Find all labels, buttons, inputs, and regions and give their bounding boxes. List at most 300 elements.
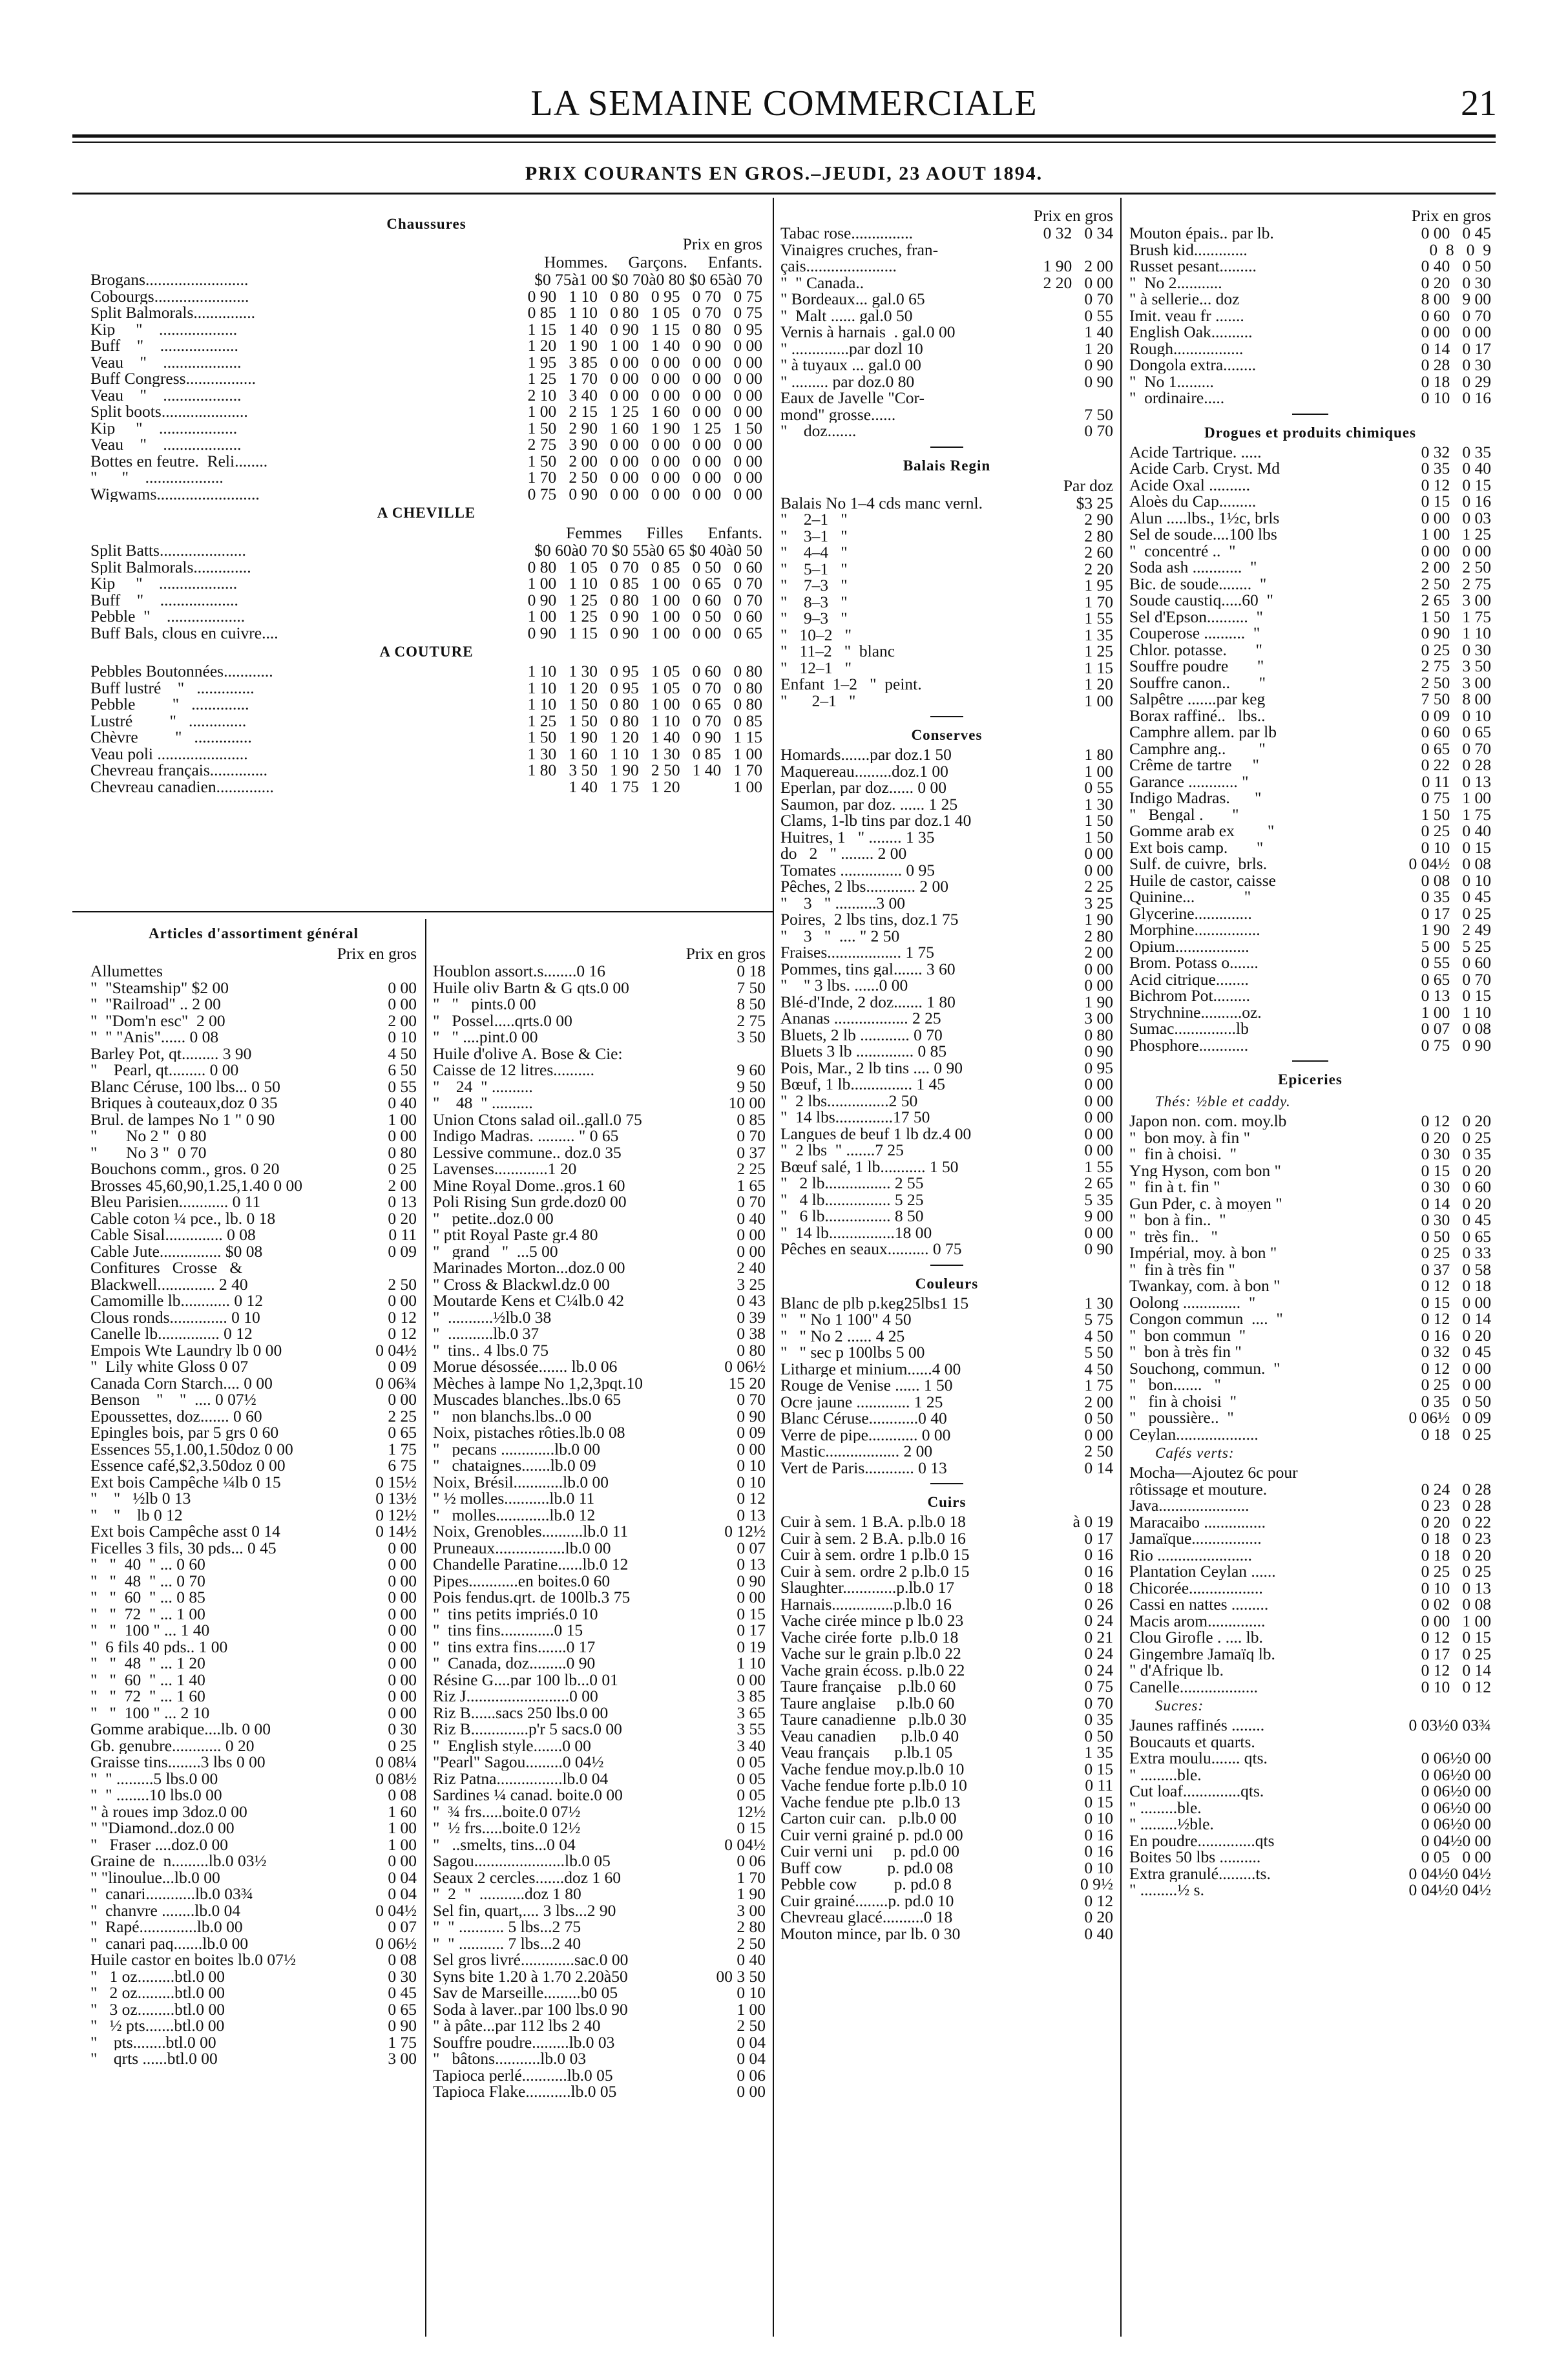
item-name: Pêches, 2 lbs............ 2 00	[780, 878, 948, 895]
price-row	[780, 944, 1113, 961]
item-name: Slaughter.............p.lb.0 17	[780, 1579, 955, 1596]
price-row	[90, 486, 762, 503]
price-row	[780, 676, 1113, 693]
price-row	[433, 1771, 766, 1787]
item-price: 2 50	[1080, 1443, 1113, 1460]
item-price: 0 06½0 00	[1417, 1783, 1491, 1800]
price-row	[780, 1513, 1113, 1530]
item-name: Veau poli ......................	[90, 745, 248, 762]
price-row	[90, 1194, 417, 1210]
item-name: " " No 2 ...... 4 25	[780, 1327, 905, 1344]
item-name: " Possel.....qrts.0 00	[433, 1012, 572, 1029]
item-name: Garance ............ "	[1129, 773, 1249, 790]
item-name: " " 100 " ... 1 40	[90, 1622, 210, 1639]
price-row	[780, 1678, 1113, 1695]
price-row	[1129, 390, 1491, 406]
item-price: 9 00	[1080, 1208, 1113, 1225]
item-name: rôtissage et mouture.	[1129, 1480, 1268, 1497]
price-row	[90, 746, 762, 763]
column-preserves-leather	[780, 207, 1113, 1942]
item-name: Lessive commune.. doz.0 35	[433, 1144, 622, 1161]
price-row	[1129, 1717, 1491, 1734]
price-row	[433, 1622, 766, 1639]
item-name: " bon commun "	[1129, 1327, 1246, 1343]
item-price: 0 06	[733, 1853, 766, 1869]
item-price: 0 90 1 10 0 80 0 95 0 70 0 75	[524, 288, 762, 305]
item-name: Clous ronds.............. 0 10	[90, 1309, 260, 1325]
price-row	[780, 961, 1113, 978]
item-name: " 6 fils 40 pds.. 1 00	[90, 1638, 228, 1655]
item-name: " à roues imp 3doz.0 00	[90, 1803, 247, 1820]
item-price: 0 12 0 14	[1417, 1310, 1491, 1327]
item-name: Pebbles Boutonnées............	[90, 663, 273, 680]
item-name: " " Canada..	[780, 274, 864, 291]
item-price: 0 06½	[371, 1935, 417, 1952]
price-row	[90, 1540, 417, 1557]
item-price: 0 70	[733, 1128, 766, 1144]
item-name: Langues de beuf 1 lb dz.4 00	[780, 1125, 972, 1142]
price-row	[1129, 1646, 1491, 1663]
item-name: Blanc Céruse............0 40	[780, 1410, 947, 1427]
item-price: 2 00	[1080, 944, 1113, 961]
item-name: " pts........btl.0 00	[90, 2034, 216, 2050]
item-price: 1 50 2 90 1 60 1 90 1 25 1 50	[524, 420, 762, 437]
price-row	[433, 1836, 766, 1853]
price-row	[780, 1695, 1113, 1712]
price-row	[1129, 872, 1491, 889]
item-name: Twankay, com. à bon "	[1129, 1278, 1281, 1294]
item-price: 0 32 0 45	[1417, 1343, 1491, 1360]
item-name: Bottes en feutre. Reli........	[90, 452, 268, 469]
item-name: Souffre poudre.........lb.0 03	[433, 2034, 615, 2050]
page-number: 21	[1461, 83, 1497, 123]
price-row	[1129, 357, 1491, 373]
item-price: 0 20	[384, 1210, 417, 1227]
item-name: En poudre..............qts	[1129, 1832, 1275, 1849]
item-name: " 2 oz.........btl.0 00	[90, 1984, 225, 2001]
item-price: 1 25 1 70 0 00 0 00 0 00 0 00	[524, 370, 762, 387]
item-price: 2 10 3 40 0 00 0 00 0 00 0 00	[524, 387, 762, 404]
item-price: 4 50	[384, 1046, 417, 1062]
item-name: Chevreau glacé..........0 18	[780, 1909, 953, 1926]
item-price: 0 06¾	[371, 1375, 417, 1392]
item-name: Rough.................	[1129, 340, 1244, 357]
column-general-assortment-continued	[433, 945, 766, 2100]
section-heading-a-cheville: A CHEVILLE	[377, 505, 476, 521]
price-row	[90, 1754, 417, 1771]
price-row	[1129, 324, 1491, 341]
divider	[1129, 406, 1491, 422]
item-price: 0 70	[733, 1391, 766, 1408]
item-price: 0 11	[384, 1226, 417, 1243]
item-name: Harnais...............p.lb.0 16	[780, 1595, 952, 1612]
item-name: Acide Oxal ..........	[1129, 476, 1250, 493]
item-price: 0 12	[733, 1490, 766, 1507]
item-price: 0 00	[384, 1622, 417, 1639]
item-name: Sel d'Epson.......... "	[1129, 608, 1263, 625]
item-name: Acid citrique........	[1129, 971, 1249, 987]
item-name: Brom. Potass o.......	[1129, 954, 1259, 971]
item-price: 0 19	[733, 1639, 766, 1656]
item-price: 2 00 2 50	[1417, 559, 1491, 576]
item-name: " English style.......0 00	[433, 1737, 591, 1754]
price-row	[433, 1573, 766, 1590]
price-row	[90, 1457, 417, 1474]
item-price: 0 00	[1080, 1093, 1113, 1110]
item-name: " No 2...........	[1129, 274, 1222, 291]
price-row	[90, 1210, 417, 1227]
item-price: 0 00	[384, 1556, 417, 1573]
price-row	[90, 1441, 417, 1458]
price-row	[90, 1853, 417, 1869]
item-name: Sulf. de cuivre, brls.	[1129, 856, 1268, 872]
item-price: 0 13	[384, 1194, 417, 1210]
item-price: 1 00	[384, 1111, 417, 1128]
item-name: " pecans .............lb.0 00	[433, 1440, 600, 1457]
item-name: " Canada, doz.........0 90	[433, 1655, 596, 1672]
price-row	[1129, 1146, 1491, 1162]
price-row	[90, 696, 762, 713]
price-row	[90, 1095, 417, 1111]
item-name: Riz J.........................0 00	[433, 1688, 598, 1705]
section-heading-conserves: Conserves	[911, 727, 983, 743]
price-row	[433, 1589, 766, 1606]
item-price: $0 75à1 00 $0 70à0 80 $0 65à0 70	[530, 271, 762, 288]
item-name: Noix, pistaches rôties.lb.0 08	[433, 1424, 625, 1441]
price-row	[90, 713, 762, 730]
item-name: " ¾ frs.....boite.0 07½	[433, 1803, 581, 1820]
item-price: 1 75	[384, 2034, 417, 2051]
item-name: Huile oliv Bartn & G qts.0 00	[433, 979, 629, 996]
item-price: 0 04½0 04½	[1405, 1866, 1492, 1882]
item-price: 0 65	[384, 1424, 417, 1441]
item-name: Résine G....par 100 lb...0 01	[433, 1671, 618, 1688]
price-row	[1129, 592, 1491, 609]
item-name: " 8–3 "	[780, 593, 848, 610]
item-price: 0 60 0 65	[1417, 724, 1491, 741]
item-price: 0 06½ 0 09	[1405, 1409, 1492, 1426]
item-price: 3 00	[733, 1902, 766, 1919]
price-row	[1129, 1261, 1491, 1278]
divider	[780, 1476, 1113, 1491]
price-row	[780, 225, 1113, 242]
item-price: 0 12½	[720, 1523, 766, 1540]
price-row	[780, 1208, 1113, 1225]
item-name: Blé-d'Inde, 2 doz....... 1 80	[780, 993, 956, 1010]
price-row	[1129, 1409, 1491, 1426]
price-row	[90, 1424, 417, 1441]
price-row	[780, 862, 1113, 879]
price-row	[1129, 1179, 1491, 1195]
item-price: $3 25	[1072, 495, 1113, 512]
column-header: Hommes. Garçons. Enfants.	[544, 253, 762, 271]
item-name: Vernis à harnais . gal.0 00	[780, 324, 956, 341]
item-name: " 2 " ...........doz 1 80	[433, 1886, 581, 1902]
item-name: Vache fendue moy.p.lb.0 10	[780, 1760, 965, 1777]
price-row	[1129, 773, 1491, 790]
item-price: 2 25	[384, 1408, 417, 1425]
item-name: Chevreau canadien..............	[90, 778, 274, 795]
price-row	[1129, 1580, 1491, 1597]
column-header: Prix en gros	[1411, 206, 1491, 225]
item-price: 0 24 0 28	[1417, 1481, 1491, 1498]
item-price: 0 18	[733, 963, 766, 980]
item-price: 0 15	[1080, 1761, 1113, 1778]
item-name: Salpêtre .......par keg	[1129, 691, 1266, 708]
item-name: Chevreau français..............	[90, 762, 268, 779]
price-row	[780, 627, 1113, 644]
item-price: 0 00	[1080, 862, 1113, 879]
price-row	[433, 1095, 766, 1111]
item-price: 0 70	[1080, 423, 1113, 439]
item-price: 3 25	[1080, 895, 1113, 912]
price-row	[90, 387, 762, 404]
item-name: " Pearl, qt......... 0 00	[90, 1062, 239, 1078]
price-row	[433, 1424, 766, 1441]
item-price: 10 00	[725, 1095, 766, 1111]
item-price: 0 20	[1080, 1909, 1113, 1926]
item-name: " 5–1 "	[780, 560, 848, 577]
item-name: " .........ble.	[1129, 1799, 1202, 1816]
column-header: Prix en gros	[1033, 206, 1113, 225]
price-row	[1129, 1162, 1491, 1179]
item-price: 7 50	[733, 980, 766, 996]
item-price: 0 20 0 22	[1417, 1514, 1491, 1531]
price-row	[1129, 1426, 1491, 1443]
price-row	[1129, 905, 1491, 922]
item-name: Ficelles 3 fils, 30 pds... 0 45	[90, 1539, 277, 1556]
item-price: 3 40	[733, 1738, 766, 1754]
section-heading-articles-d-assortiment-ge-ne-ral: Articles d'assortiment général	[148, 925, 359, 941]
price-row	[780, 1361, 1113, 1378]
item-price: 0 10 0 15	[1417, 839, 1491, 856]
item-price: 0 90	[1080, 1043, 1113, 1060]
item-price: 0 07 0 08	[1417, 1020, 1491, 1037]
price-row	[90, 625, 762, 642]
item-price: 0 90 1 10	[1417, 625, 1491, 642]
item-name: Buff lustré " ..............	[90, 679, 255, 696]
item-name: " à sellerie... doz	[1129, 291, 1240, 308]
price-row	[780, 1394, 1113, 1411]
item-name: Blanc Céruse, 100 lbs... 0 50	[90, 1078, 280, 1095]
item-name: Aloès du Cap.........	[1129, 493, 1257, 510]
item-name: " Bengal . "	[1129, 806, 1239, 823]
item-name: Macis arom..............	[1129, 1612, 1266, 1629]
price-row	[1129, 609, 1491, 626]
item-name: " ½ molles...........lb.0 11	[433, 1490, 595, 1507]
item-name: " ½ pts.......btl.0 00	[90, 2017, 225, 2034]
item-name: Cable coton ¼ pce., lb. 0 18	[90, 1210, 276, 1226]
item-price: 0 00	[384, 1128, 417, 1144]
item-price: 1 65	[733, 1177, 766, 1194]
item-name: Jaunes raffinés ........	[1129, 1717, 1265, 1734]
price-row	[780, 911, 1113, 928]
price-row	[433, 1457, 766, 1474]
item-price: 0 00	[733, 2083, 766, 2100]
item-name: Soda à laver..par 100 lbs.0 90	[433, 2001, 628, 2017]
item-price: 7 50 8 00	[1417, 691, 1491, 708]
item-price: 0 00	[733, 1672, 766, 1688]
price-row	[433, 1474, 766, 1491]
item-price: 0 12	[384, 1309, 417, 1326]
price-row	[90, 1177, 417, 1194]
item-price: 0 16	[1080, 1827, 1113, 1844]
price-row	[90, 1342, 417, 1359]
price-row	[433, 1391, 766, 1408]
item-name: Mine Royal Dome..gros.1 60	[433, 1177, 625, 1194]
price-row	[90, 1259, 417, 1276]
price-row	[433, 1540, 766, 1557]
item-price: 0 00	[733, 1441, 766, 1458]
price-row	[90, 304, 762, 321]
price-row	[90, 1655, 417, 1672]
item-price: 0 40 0 50	[1417, 258, 1491, 275]
item-name: Gomme arabique....lb. 0 00	[90, 1721, 271, 1738]
item-name: Eaux de Javelle "Cor-	[780, 390, 925, 406]
item-name: " à tuyaux ... gal.0 00	[780, 357, 921, 373]
price-row	[780, 1596, 1113, 1613]
item-price: 0 00	[384, 1688, 417, 1705]
item-price: 0 00 1 00	[1417, 1613, 1491, 1630]
item-name: Buff " ...................	[90, 591, 238, 608]
price-row	[1129, 526, 1491, 543]
item-price: 0 03½0 03¾	[1405, 1717, 1492, 1734]
item-name: " tins.. 4 lbs.0 75	[433, 1341, 549, 1358]
item-price: 0 10	[384, 1029, 417, 1046]
item-name: " bon....... "	[1129, 1376, 1221, 1393]
item-name: Pommes, tins gal....... 3 60	[780, 960, 956, 977]
item-name: Cuir à sem. ordre 1 p.lb.0 15	[780, 1546, 970, 1563]
item-name: Split Batts.....................	[90, 542, 246, 559]
item-name: Indigo Madras. "	[1129, 790, 1262, 806]
item-name: Noix, Grenobles..........lb.0 11	[433, 1523, 629, 1540]
item-name: Veau français p.lb.1 05	[780, 1744, 953, 1761]
item-name: " ...........½lb.0 38	[433, 1309, 552, 1325]
price-row	[780, 1241, 1113, 1257]
item-price: 0 65	[384, 2001, 417, 2018]
item-price: 0 25	[384, 1161, 417, 1177]
item-name: Cable Sisal.............. 0 08	[90, 1226, 256, 1243]
item-name: Kip " ...................	[90, 419, 238, 436]
price-row	[780, 845, 1113, 862]
price-row	[1129, 510, 1491, 527]
item-price: 0 00	[1080, 1225, 1113, 1241]
price-row	[1129, 1360, 1491, 1377]
item-price: 0 35	[1080, 1711, 1113, 1728]
price-row	[90, 1721, 417, 1738]
item-name: Veau " ...................	[90, 386, 242, 403]
item-name: " ......... par doz.0 80	[780, 373, 915, 390]
item-price: 0 30 0 45	[1417, 1212, 1491, 1228]
section-rule-left	[72, 911, 773, 912]
item-price: 0 16	[1080, 1563, 1113, 1580]
price-row	[780, 660, 1113, 677]
item-price: 1 10 1 20 0 95 1 05 0 70 0 80	[524, 680, 762, 697]
item-name: Canada Corn Starch.... 0 00	[90, 1374, 273, 1391]
item-name: Cuir grainé........p. pd.0 10	[780, 1892, 954, 1909]
item-name: " 14 lb................18 00	[780, 1224, 932, 1241]
item-name: Clou Girofle . .... lb.	[1129, 1629, 1263, 1646]
price-row	[90, 321, 762, 338]
item-name: " ..smelts, tins...0 04	[433, 1836, 576, 1853]
item-price: 0 06½0 00	[1417, 1750, 1491, 1767]
item-price: 6 50	[384, 1062, 417, 1078]
price-row	[90, 542, 762, 559]
item-price: 1 00	[384, 1820, 417, 1836]
item-price: 0 14	[1080, 1460, 1113, 1477]
price-row	[1129, 1767, 1491, 1783]
item-name: " Lily white Gloss 0 07	[90, 1358, 249, 1375]
price-row	[780, 1926, 1113, 1942]
item-price: 0 75 0 90	[1417, 1037, 1491, 1054]
item-price: 2 40	[733, 1259, 766, 1276]
price-row	[90, 779, 762, 795]
item-name: Pois fendus.qrt. de 100lb.3 75	[433, 1589, 631, 1606]
item-name: Epingles bois, par 5 grs 0 60	[90, 1424, 279, 1441]
price-row	[433, 1688, 766, 1705]
price-row	[433, 1804, 766, 1820]
item-name: " bâtons...........lb.0 03	[433, 2050, 587, 2067]
item-name: Souchong, commun. "	[1129, 1360, 1281, 1376]
price-row	[1129, 1004, 1491, 1021]
item-name: " "linoulue...lb.0 00	[90, 1869, 220, 1886]
price-row	[1129, 1816, 1491, 1833]
price-row	[1129, 1464, 1491, 1481]
item-price: 0 22 0 28	[1417, 757, 1491, 773]
section-heading-drogues-et-produits-chimiques: Drogues et produits chimiques	[1204, 424, 1416, 441]
price-row	[1129, 708, 1491, 724]
item-name: Taure anglaise p.lb.0 60	[780, 1694, 955, 1711]
price-row	[1129, 477, 1491, 494]
item-name: Chicorée..................	[1129, 1579, 1263, 1596]
price-row	[1129, 1497, 1491, 1514]
item-name: " bon moy. à fin "	[1129, 1129, 1251, 1146]
price-row	[433, 1194, 766, 1210]
item-price: 0 04½	[371, 1342, 417, 1359]
item-name: Gb. genubre............ 0 20	[90, 1737, 255, 1754]
price-row	[433, 1853, 766, 1869]
price-row	[90, 663, 762, 680]
item-price: 0 09	[733, 1424, 766, 1441]
item-price: 0 00	[384, 1639, 417, 1656]
item-price: 2 50 3 00	[1417, 675, 1491, 691]
price-row	[90, 1292, 417, 1309]
divider	[780, 1257, 1113, 1273]
item-name: Verre de pipe............ 0 00	[780, 1426, 951, 1443]
item-price: 0 40	[384, 1095, 417, 1111]
section-heading-sucres: Sucres:	[1155, 1698, 1204, 1714]
price-row	[433, 1259, 766, 1276]
item-price: 0 04	[384, 1886, 417, 1902]
item-price: 0 05	[733, 1771, 766, 1787]
price-row	[780, 1893, 1113, 1909]
item-price: 0 37	[733, 1144, 766, 1161]
price-row	[433, 1029, 766, 1046]
price-row	[780, 812, 1113, 829]
price-row	[780, 1827, 1113, 1844]
item-price: 15 20	[725, 1375, 766, 1392]
item-price: 1 80 3 50 1 90 2 50 1 40 1 70	[524, 762, 762, 779]
item-price: 0 00	[384, 1589, 417, 1606]
item-name: Acide Carb. Cryst. Md	[1129, 460, 1281, 477]
column-header: Prix en gros	[337, 944, 417, 963]
item-name: " " ........... 7 lbs...2 40	[433, 1935, 581, 1951]
price-row	[780, 928, 1113, 945]
item-name: " 7–3 "	[780, 577, 848, 594]
item-price: 0 04	[733, 2050, 766, 2067]
price-row	[1129, 806, 1491, 823]
item-price: 0 05 0 00	[1417, 1849, 1491, 1866]
